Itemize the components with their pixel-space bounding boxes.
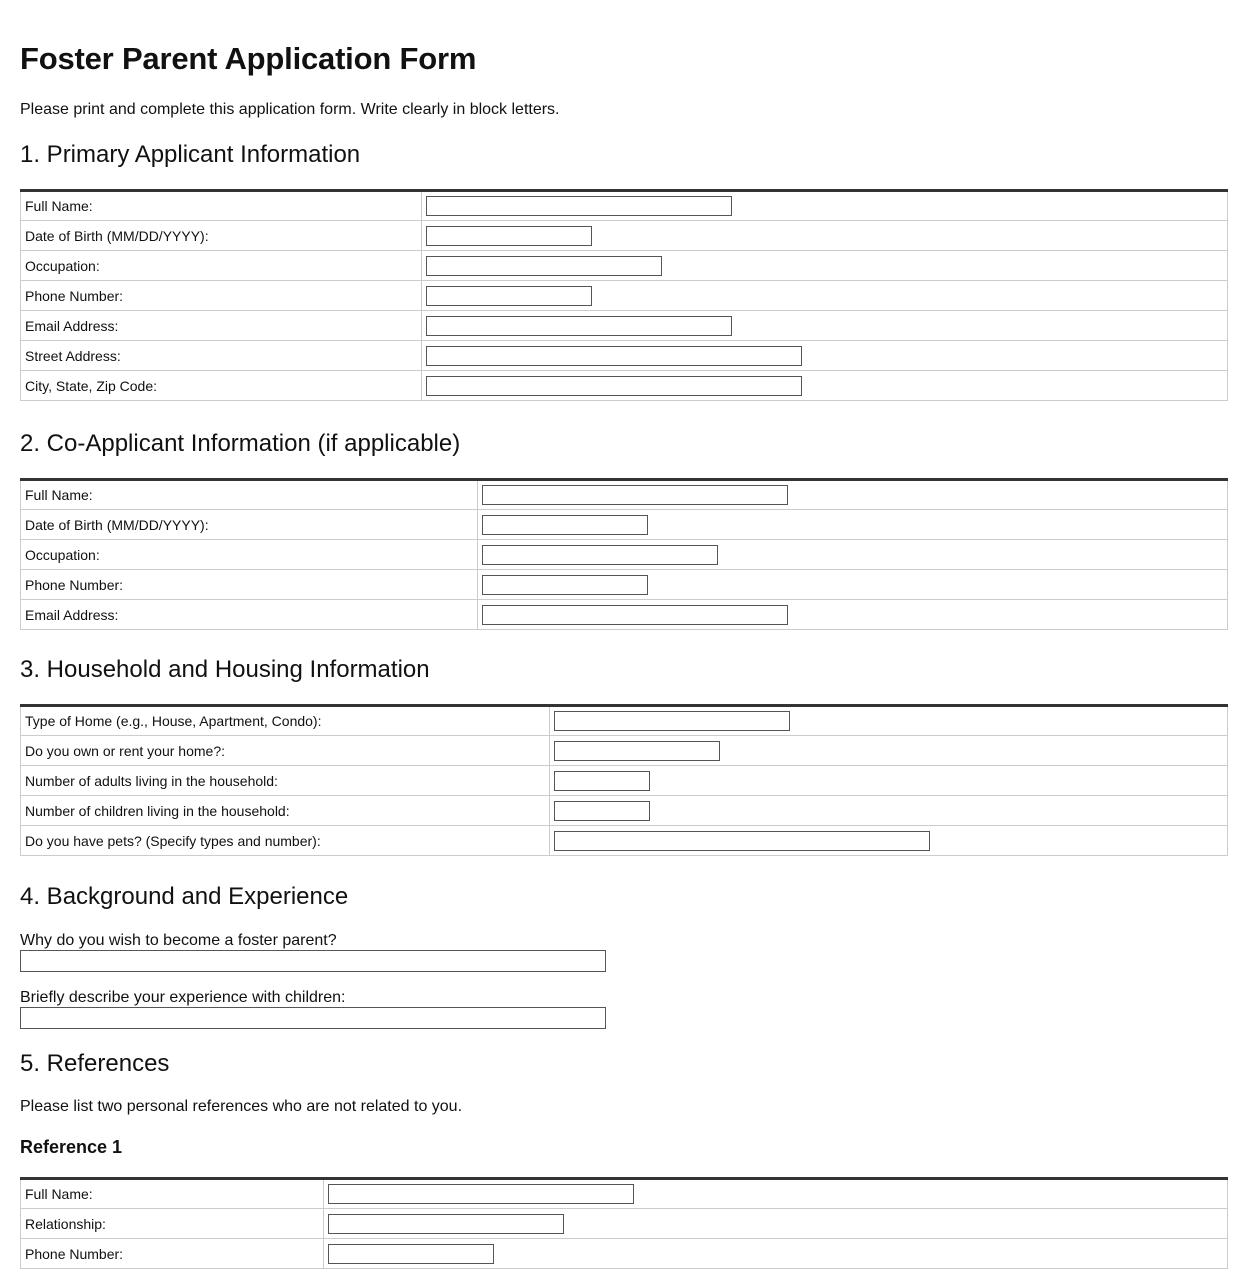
field-label: Do you own or rent your home?: <box>21 736 550 766</box>
field-label: Date of Birth (MM/DD/YYYY): <box>21 510 478 540</box>
primary-email-input[interactable] <box>426 316 732 336</box>
experience-input[interactable] <box>20 1007 606 1029</box>
primary-full-name-input[interactable] <box>426 196 732 216</box>
reference-1-table <box>20 1177 1228 1269</box>
table-row <box>21 251 1228 281</box>
table-row <box>21 1179 1228 1209</box>
table-row <box>21 600 1228 630</box>
table-row <box>21 191 1228 221</box>
field-label: City, State, Zip Code: <box>21 371 422 401</box>
co-full-name-input[interactable] <box>482 485 788 505</box>
page-title: Foster Parent Application Form <box>20 41 477 76</box>
references-instructions: Please list two personal references who are not related to you. <box>20 1098 463 1115</box>
field-label: Email Address: <box>21 311 422 341</box>
children-count-input[interactable] <box>554 801 650 821</box>
field-label: Phone Number: <box>21 281 422 311</box>
motivation-input[interactable] <box>20 950 606 972</box>
field-label: Occupation: <box>21 251 422 281</box>
field-label: Full Name: <box>21 1179 324 1209</box>
table-row <box>21 540 1228 570</box>
field-label: Phone Number: <box>21 570 478 600</box>
form-instructions: Please print and complete this application form. Write clearly in block letters. <box>20 101 560 118</box>
table-row <box>21 1239 1228 1269</box>
field-label: Full Name: <box>21 480 478 510</box>
co-dob-input[interactable] <box>482 515 648 535</box>
co-occupation-input[interactable] <box>482 545 718 565</box>
field-label: Phone Number: <box>21 1239 324 1269</box>
table-row <box>21 510 1228 540</box>
field-label: Number of children living in the household: <box>21 796 550 826</box>
primary-phone-input[interactable] <box>426 286 592 306</box>
field-label: Date of Birth (MM/DD/YYYY): <box>21 221 422 251</box>
table-row <box>21 736 1228 766</box>
section-primary-heading: 1. Primary Applicant Information <box>20 141 361 168</box>
table-row <box>21 371 1228 401</box>
section-references-heading: 5. References <box>20 1050 170 1077</box>
reference-1-heading: Reference 1 <box>20 1137 123 1157</box>
ref1-full-name-input[interactable] <box>328 1184 634 1204</box>
pets-input[interactable] <box>554 831 930 851</box>
home-type-input[interactable] <box>554 711 790 731</box>
table-row <box>21 221 1228 251</box>
section-co-applicant-heading: 2. Co-Applicant Information (if applicable) <box>20 430 461 457</box>
field-label: Street Address: <box>21 341 422 371</box>
adults-count-input[interactable] <box>554 771 650 791</box>
section-background-heading: 4. Background and Experience <box>20 883 349 910</box>
co-phone-input[interactable] <box>482 575 648 595</box>
co-applicant-table <box>20 478 1228 630</box>
section-household-heading: 3. Household and Housing Information <box>20 656 430 683</box>
table-row <box>21 766 1228 796</box>
table-row <box>21 281 1228 311</box>
table-row <box>21 796 1228 826</box>
table-row <box>21 826 1228 856</box>
primary-city-state-zip-input[interactable] <box>426 376 802 396</box>
ref1-relationship-input[interactable] <box>328 1214 564 1234</box>
field-label: Full Name: <box>21 191 422 221</box>
question-motivation-label: Why do you wish to become a foster parent? <box>20 932 337 949</box>
household-table <box>20 704 1228 856</box>
primary-dob-input[interactable] <box>426 226 592 246</box>
field-label: Type of Home (e.g., House, Apartment, Condo): <box>21 706 550 736</box>
field-label: Do you have pets? (Specify types and number): <box>21 826 550 856</box>
table-row <box>21 570 1228 600</box>
table-row <box>21 341 1228 371</box>
field-label: Occupation: <box>21 540 478 570</box>
field-label: Email Address: <box>21 600 478 630</box>
table-row <box>21 706 1228 736</box>
own-or-rent-input[interactable] <box>554 741 720 761</box>
field-label: Number of adults living in the household: <box>21 766 550 796</box>
field-label: Relationship: <box>21 1209 324 1239</box>
ref1-phone-input[interactable] <box>328 1244 494 1264</box>
question-experience-label: Briefly describe your experience with children: <box>20 989 346 1006</box>
primary-applicant-table <box>20 189 1228 401</box>
co-email-input[interactable] <box>482 605 788 625</box>
table-row <box>21 480 1228 510</box>
primary-street-input[interactable] <box>426 346 802 366</box>
table-row <box>21 311 1228 341</box>
table-row <box>21 1209 1228 1239</box>
primary-occupation-input[interactable] <box>426 256 662 276</box>
